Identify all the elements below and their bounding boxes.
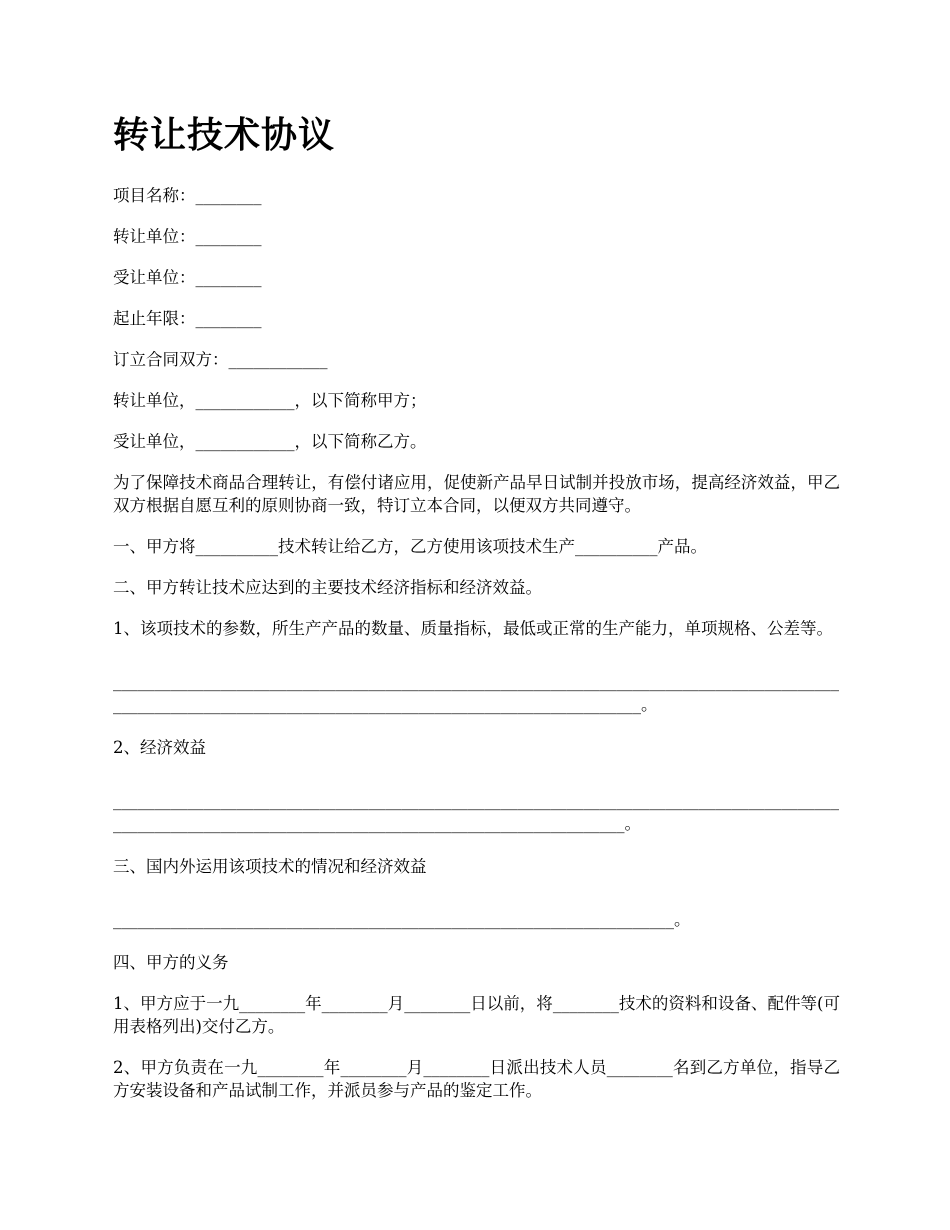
- field-party-a: 转让单位，____________，以下简称甲方；: [113, 391, 427, 410]
- field-transferor-unit: 转让单位：________: [113, 227, 262, 246]
- clause-2: 二、甲方转让技术应达到的主要技术经济指标和经济效益。: [113, 578, 542, 597]
- clause-2-item-1-blank: ________________________________________________________________________________________________________________________________________________________。: [113, 672, 839, 714]
- field-party-b: 受让单位，____________，以下简称乙方。: [113, 432, 427, 451]
- field-transferee-unit: 受让单位：________: [113, 268, 262, 287]
- spacer: [113, 896, 840, 908]
- intro-paragraph: 为了保障技术商品合理转让，有偿付诸应用，促使新产品早日试制并投放市场，提高经济效益，甲乙双方根据自愿互利的原则协商一致，特订立本合同，以便双方共同遵守。: [113, 473, 840, 515]
- field-period: 起止年限：________: [113, 309, 262, 328]
- document-body: [113, 110, 840, 1120]
- field-project-name: 项目名称：________: [113, 186, 262, 205]
- clause-4-item-1: 1、甲方应于一九________年________月________日以前，将________技术的资料和设备、配件等(可用表格列出)交付乙方。: [113, 994, 840, 1036]
- clause-2-item-2-blank: ______________________________________________________________________________________________________________________________________________________。: [113, 791, 839, 833]
- document-title: 转让技术协议: [113, 115, 336, 156]
- clause-3-blank: ____________________________________________________________________。: [113, 910, 691, 929]
- spacer: [113, 777, 840, 789]
- clause-4: 四、甲方的义务: [113, 953, 229, 972]
- clause-2-item-2: 2、经济效益: [113, 738, 206, 757]
- field-parties: 订立合同双方：____________: [113, 350, 328, 369]
- clause-1: 一、甲方将__________技术转让给乙方，乙方使用该项技术生产__________产品。: [113, 537, 707, 556]
- clause-2-item-1: 1、该项技术的参数，所生产产品的数量、质量指标，最低或正常的生产能力，单项规格、公差等。: [113, 619, 833, 638]
- spacer: [113, 658, 840, 670]
- clause-3: 三、国内外运用该项技术的情况和经济效益: [113, 857, 427, 876]
- clause-4-item-2: 2、甲方负责在一九________年________月________日派出技术人员________名到乙方单位，指导乙方安装设备和产品试制工作，并派员参与产品的鉴定工作。: [113, 1058, 840, 1100]
